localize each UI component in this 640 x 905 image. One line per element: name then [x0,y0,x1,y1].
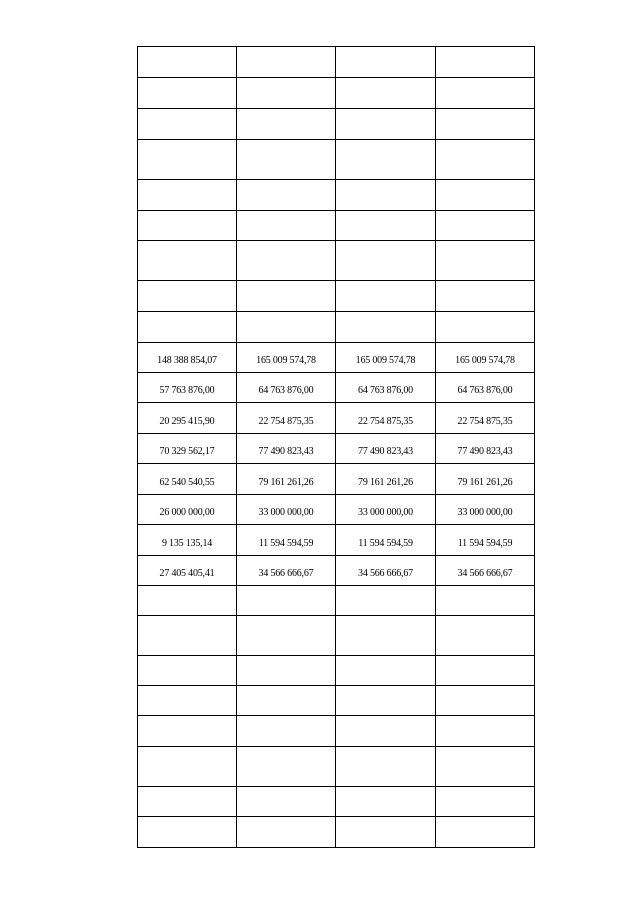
table-cell [237,78,336,109]
table-cell: 22 754 875,35 [237,403,336,434]
table-cell [336,140,436,180]
table-row [138,464,535,495]
table-cell [138,281,237,312]
table-cell [138,211,237,241]
table-cell [138,109,237,140]
table-cell [237,616,336,656]
table-cell: 20 295 415,90 [138,403,237,434]
table-cell: 148 388 854,07 [138,343,237,373]
table-cell: 64 763 876,00 [336,373,436,403]
table-cell [436,747,535,787]
table-cell: 22 754 875,35 [436,403,535,434]
table-cell [336,109,436,140]
table-cell: 70 329 562,17 [138,434,237,464]
table-row [138,211,535,241]
table-cell [237,140,336,180]
table-cell [237,656,336,686]
table-cell [336,817,436,848]
table-cell [336,241,436,281]
table-cell [436,656,535,686]
table-row [138,109,535,140]
table-cell [138,747,237,787]
table-row [138,434,535,464]
table-cell: 34 566 666,67 [336,556,436,586]
table-cell [336,78,436,109]
table-cell: 165 009 574,78 [237,343,336,373]
table-row [138,281,535,312]
table-row [138,373,535,403]
table-row [138,241,535,281]
table-cell: 62 540 540,55 [138,464,237,495]
table-cell: 11 594 594,59 [336,525,436,556]
table-cell [138,656,237,686]
table-row [138,716,535,747]
table-cell [336,787,436,817]
table-cell [138,686,237,716]
table-cell [237,787,336,817]
table-body [138,47,535,848]
table-cell [237,716,336,747]
financial-table [137,46,535,848]
table-cell [436,312,535,343]
table-cell [237,47,336,78]
table-cell: 64 763 876,00 [436,373,535,403]
table-cell [436,586,535,616]
table-row [138,747,535,787]
table-row [138,616,535,656]
table-row [138,556,535,586]
table-cell: 79 161 261,26 [237,464,336,495]
table-cell [336,656,436,686]
table-cell [436,109,535,140]
table-cell [138,47,237,78]
table-row [138,656,535,686]
table-cell [436,817,535,848]
table-cell: 79 161 261,26 [336,464,436,495]
table-cell [237,817,336,848]
table-cell [138,716,237,747]
table-cell [436,78,535,109]
table-cell [336,180,436,211]
table-cell [436,787,535,817]
table-cell [138,586,237,616]
table-cell [436,281,535,312]
table-cell [336,747,436,787]
table-cell [237,241,336,281]
table-cell [237,281,336,312]
table-cell [138,817,237,848]
table-cell: 77 490 823,43 [237,434,336,464]
table-cell: 27 405 405,41 [138,556,237,586]
table-row [138,78,535,109]
table-cell [436,686,535,716]
table-cell [138,312,237,343]
table-cell [336,47,436,78]
table-cell [436,140,535,180]
table-cell: 77 490 823,43 [336,434,436,464]
table-cell [436,180,535,211]
table-row [138,686,535,716]
table-row [138,312,535,343]
table-cell [436,616,535,656]
table-cell [336,716,436,747]
table-cell [138,241,237,281]
table-cell [138,140,237,180]
table-cell [138,616,237,656]
table-cell [336,616,436,656]
table-cell [138,180,237,211]
table-row [138,140,535,180]
table-cell [336,586,436,616]
table-cell [237,109,336,140]
table-cell: 22 754 875,35 [336,403,436,434]
table-cell [336,211,436,241]
table-cell: 34 566 666,67 [436,556,535,586]
table-cell [336,686,436,716]
table-cell [436,241,535,281]
table-row [138,586,535,616]
table-cell: 34 566 666,67 [237,556,336,586]
table-cell: 64 763 876,00 [237,373,336,403]
table-cell: 33 000 000,00 [436,495,535,525]
table-cell [138,78,237,109]
table-cell [138,787,237,817]
table-cell: 33 000 000,00 [336,495,436,525]
table-cell: 165 009 574,78 [336,343,436,373]
table-cell [237,586,336,616]
table-cell: 11 594 594,59 [436,525,535,556]
table-cell [436,47,535,78]
table-cell: 77 490 823,43 [436,434,535,464]
table-row [138,495,535,525]
table-row [138,343,535,373]
table-cell: 9 135 135,14 [138,525,237,556]
table-cell: 57 763 876,00 [138,373,237,403]
table-row [138,817,535,848]
table-cell [336,281,436,312]
table-row [138,403,535,434]
table-cell [436,716,535,747]
table-row [138,47,535,78]
table-cell: 165 009 574,78 [436,343,535,373]
table-cell [237,180,336,211]
table-row [138,525,535,556]
table-cell [237,686,336,716]
table-cell: 26 000 000,00 [138,495,237,525]
table-cell [237,312,336,343]
table-cell [436,211,535,241]
table-cell: 33 000 000,00 [237,495,336,525]
table-cell: 11 594 594,59 [237,525,336,556]
table-cell: 79 161 261,26 [436,464,535,495]
table-cell [336,312,436,343]
table-cell [237,747,336,787]
table-cell [237,211,336,241]
table-row [138,180,535,211]
table-row [138,787,535,817]
